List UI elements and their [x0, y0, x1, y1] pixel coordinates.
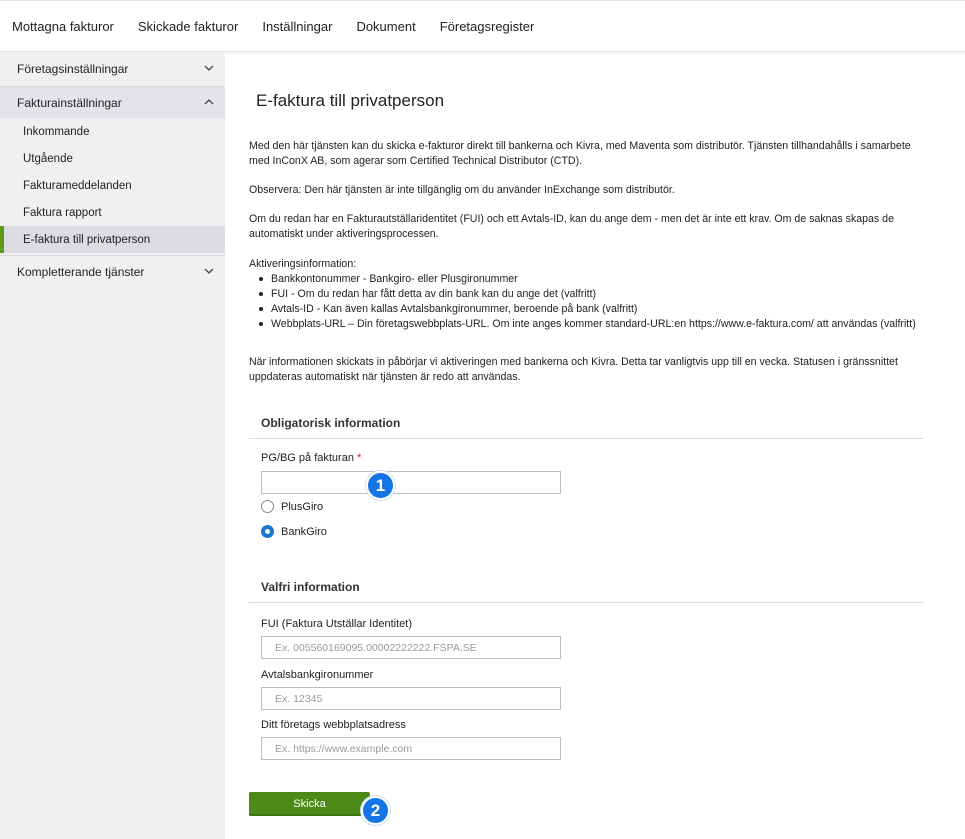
list-item: FUI - Om du redan har fått detta av din bank kan du ange det (valfritt): [259, 287, 924, 302]
radio-bankgiro[interactable]: [261, 525, 327, 538]
radio-label: PlusGiro: [281, 500, 324, 513]
fui-input[interactable]: [261, 636, 561, 659]
activation-info: [249, 257, 924, 332]
chevron-up-icon: [203, 96, 215, 108]
note-text: Observera: Den här tjänsten är inte tillgänglig om du använder InExchange som distributör.: [249, 184, 675, 196]
annotation-badge-1: 1: [366, 471, 395, 500]
radio-unchecked-icon: [261, 500, 274, 513]
required-section-header: [249, 405, 924, 439]
top-navigation: [0, 0, 965, 52]
tab-mottagna-fakturor[interactable]: Mottagna fakturor: [12, 18, 114, 34]
pgbg-label: [261, 452, 361, 464]
optional-section-header: [249, 569, 924, 603]
activation-list: [259, 272, 924, 332]
avtal-input[interactable]: [261, 687, 561, 710]
sidebar-group-fakturainstallningar[interactable]: [0, 87, 225, 118]
sidebar-item-inkommande[interactable]: Inkommande: [0, 118, 225, 145]
section-title: Valfri information: [261, 580, 360, 594]
page-title: E-faktura till privatperson: [256, 91, 445, 110]
sidebar-item-fakturameddelanden[interactable]: Fakturameddelanden: [0, 172, 225, 199]
radio-plusgiro[interactable]: [261, 500, 323, 513]
fui-label: FUI (Faktura Utställar Identitet): [261, 618, 412, 630]
sidebar-item-utgaende[interactable]: Utgående: [0, 145, 225, 172]
sidebar-group-foretagsinstallningar[interactable]: [0, 53, 225, 84]
annotation-badge-2: 2: [361, 796, 390, 825]
required-marker: *: [357, 452, 362, 464]
tab-skickade-fakturor[interactable]: Skickade fakturor: [137, 18, 239, 34]
sidebar-group-label: Fakturainställningar: [17, 95, 122, 110]
activation-heading: Aktiveringsinformation:: [249, 258, 357, 270]
tab-installningar[interactable]: Inställningar: [262, 18, 333, 34]
intro-text: Med den här tjänsten kan du skicka e-fakturor direkt till bankerna och Kivra, med Maventa som distributör. Tjänsten tillhandahålls i samarbete med InConX AB, som agerar som Certified Technical Distributor (CTD).: [249, 140, 911, 167]
avtal-label: Avtalsbankgironummer: [261, 669, 374, 681]
submit-button[interactable]: Skicka: [249, 792, 370, 816]
list-item: Avtals-ID - Kan även kallas Avtalsbankgironummer, beroende på bank (valfritt): [259, 302, 924, 317]
pgbg-label-text: PG/BG på fakturan: [261, 452, 354, 464]
website-label: Ditt företags webbplatsadress: [261, 719, 406, 731]
sidebar-group-kompletterande-tjanster[interactable]: [0, 256, 225, 287]
sidebar-item-e-faktura-privatperson[interactable]: E-faktura till privatperson: [0, 226, 225, 253]
chevron-down-icon: [203, 62, 215, 74]
section-title: Obligatorisk information: [261, 416, 401, 430]
sidebar-group-label: Företagsinställningar: [17, 61, 129, 76]
sidebar: [0, 53, 225, 839]
website-input[interactable]: [261, 737, 561, 760]
pgbg-input[interactable]: [261, 471, 561, 494]
tab-dokument[interactable]: Dokument: [356, 18, 416, 34]
list-item: Webbplats-URL – Din företagswebbplats-URL. Om inte anges kommer standard-URL:en https://www.e-faktura.com/ att användas (valfritt): [259, 317, 924, 332]
sidebar-item-faktura-rapport[interactable]: Faktura rapport: [0, 199, 225, 226]
list-item: Bankkontonummer - Bankgiro- eller Plusgironummer: [259, 272, 924, 287]
radio-checked-icon: [261, 525, 274, 538]
chevron-down-icon: [203, 265, 215, 277]
tab-foretagsregister[interactable]: Företagsregister: [439, 18, 535, 34]
closing-text: När informationen skickats in påbörjar vi aktiveringen med bankerna och Kivra. Detta tar vanligtvis upp till en vecka. Statusen i gränssnittet uppdateras automatiskt när tjänsten är redo att användas.: [249, 356, 898, 383]
radio-label: BankGiro: [281, 525, 327, 538]
fui-info-text: Om du redan har en Fakturautställaridentitet (FUI) och ett Avtals-ID, kan du ange dem - men det är inte ett krav. Om de saknas skapas de automatiskt under aktiveringsprocessen.: [249, 213, 894, 240]
sidebar-group-label: Kompletterande tjänster: [17, 264, 145, 279]
